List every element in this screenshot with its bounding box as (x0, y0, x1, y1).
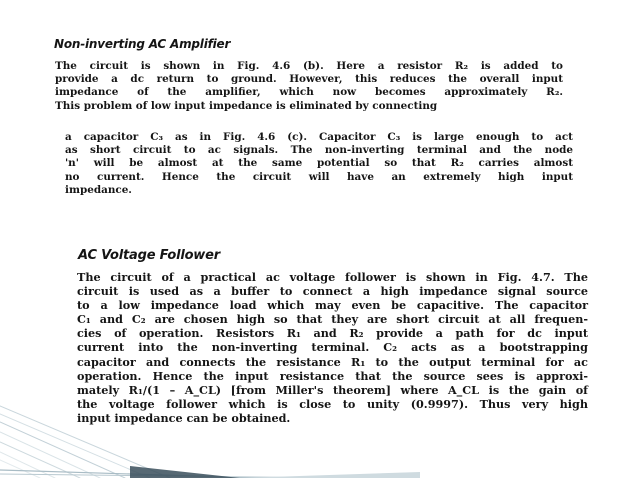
text-line: The circuit is shown in Fig. 4.6 (b). Here a resistor R₂ is added to (55, 60, 563, 72)
text-line: to a low impedance load which may even be capacitive. The capacitor (77, 298, 588, 313)
decorative-corner-lines (0, 388, 420, 478)
paragraph-ac-amplifier-part1 (55, 60, 563, 113)
text-line: mately R₁/(1 – A_CL) [from Miller's theorem] where A_CL is the gain of (77, 382, 588, 397)
text-line: cies of operation. Resistors R₁ and R₂ provide a path for dc input (77, 326, 588, 341)
text-line: This problem of low input impedance is eliminated by connecting (55, 99, 438, 112)
text-line: input impedance can be obtained. (77, 410, 291, 425)
text-line: circuit is used as a buffer to connect a high impedance signal source (77, 284, 588, 299)
text-line: C₁ and C₂ are chosen high so that they are short circuit at all frequen- (77, 312, 588, 327)
text-line: The circuit of a practical ac voltage follower is shown in Fig. 4.7. The (77, 270, 588, 284)
text-line: no current. Hence the circuit will have an extremely high input (65, 170, 573, 183)
text-line: operation. Hence the input resistance that the source sees is approxi- (77, 368, 588, 383)
section-heading-non-inverting-ac-amplifier: Non-inverting AC Amplifier (54, 37, 231, 51)
text-line: current into the non-inverting terminal. C₂ acts as a bootstrapping (77, 340, 588, 355)
text-line: impedance. (65, 183, 132, 196)
text-line: 'n' will be almost at the same potential so that R₂ carries almost (65, 157, 573, 170)
text-line: as short circuit to ac signals. The non-inverting terminal and the node (65, 144, 573, 157)
text-line: a capacitor C₃ as in Fig. 4.6 (c). Capacitor C₃ is large enough to act (65, 131, 573, 143)
text-line: impedance of the amplifier, which now becomes approximately R₂. (55, 86, 563, 99)
text-line: provide a dc return to ground. However, this reduces the overall input (55, 73, 563, 86)
paragraph-ac-amplifier-part2 (65, 131, 573, 197)
text-line: capacitor and connects the resistance R₁ to the output terminal for ac (77, 354, 588, 369)
section-heading-ac-voltage-follower: AC Voltage Follower (78, 248, 220, 263)
text-line: the voltage follower which is close to unity (0.9997). Thus very high (77, 396, 588, 411)
